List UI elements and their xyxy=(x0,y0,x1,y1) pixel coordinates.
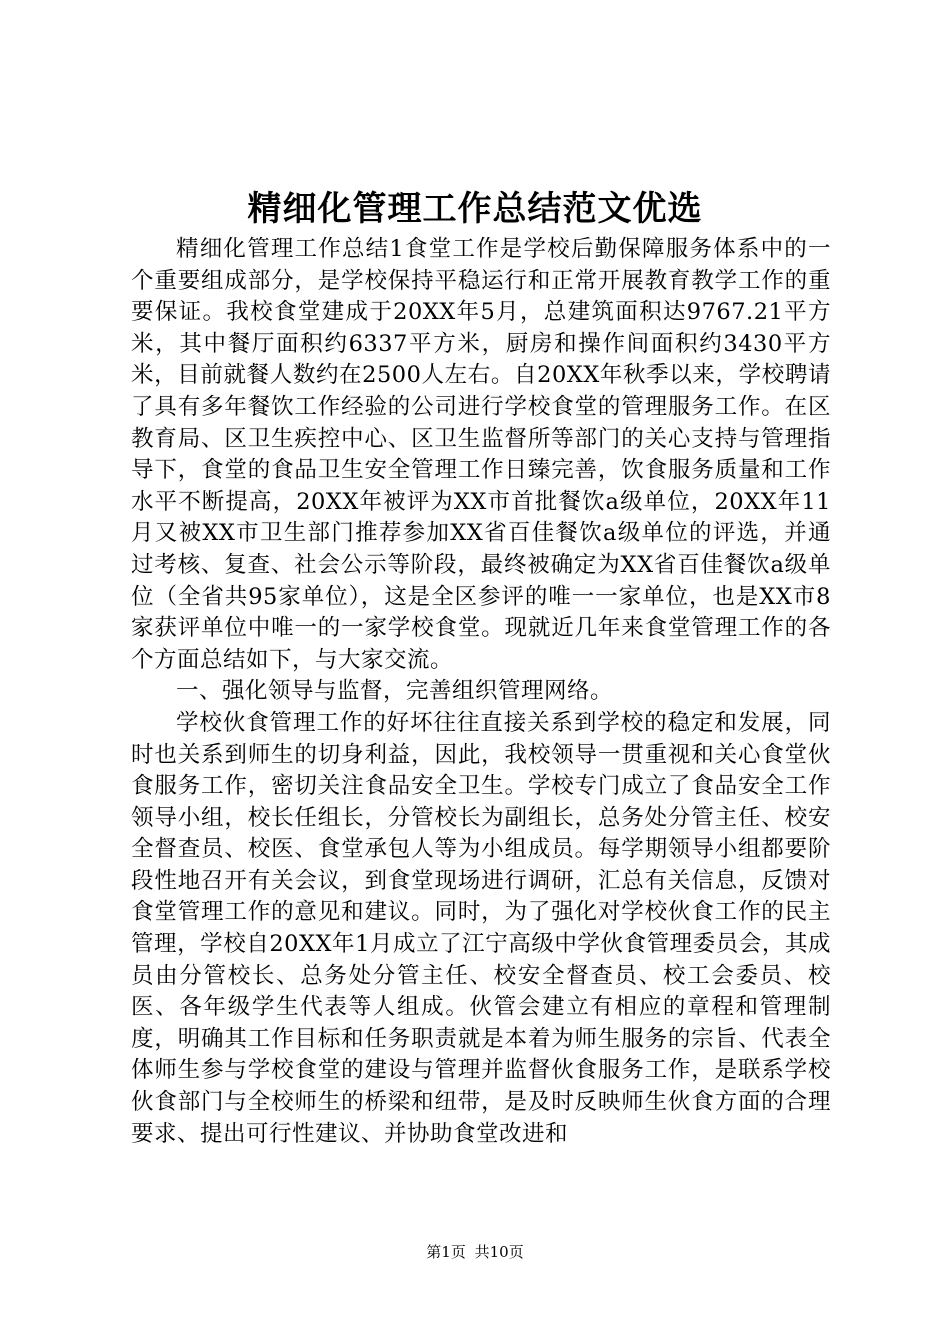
page-total: 共10页 xyxy=(474,1243,524,1261)
paragraph-intro: 精细化管理工作总结1食堂工作是学校后勤保障服务体系中的一个重要组成部分，是学校保持平稳运行和正常开展教育教学工作的重要保证。我校食堂建成于20XX年5月，总建筑面积达9767.21平方米，其中餐厅面积约6337平方米，厨房和操作间面积约3430平方米，目前就餐人数约在2500人左右。自20XX年秋季以来，学校聘请了具有多年餐饮工作经验的公司进行学校食堂的管理服务工作。在区教育局、区卫生疾控中心、区卫生监督所等部门的关心支持与管理指导下，食堂的食品卫生安全管理工作日臻完善，饮食服务质量和工作水平不断提高，20XX年被评为XX市首批餐饮a级单位，20XX年11月又被XX市卫生部门推荐参加XX省百佳餐饮a级单位的评选，并通过考核、复查、社会公示等阶段，最终被确定为XX省百佳餐饮a级单位（全省共95家单位），这是全区参评的唯一一家单位，也是XX市8家获评单位中唯一的一家学校食堂。现就近几年来食堂管理工作的各个方面总结如下，与大家交流。 xyxy=(131,236,831,673)
paragraph-section-1: 学校伙食管理工作的好坏往往直接关系到学校的稳定和发展，同时也关系到师生的切身利益，因此，我校领导一贯重视和关心食堂伙食服务工作，密切关注食品安全卫生。学校专门成立了食品安全工作领导小组，校长任组长，分管校长为副组长，总务处分管主任、校安全督查员、校医、食堂承包人等为小组成员。每学期领导小组都要阶段性地召开有关会议，到食堂现场进行调研，汇总有关信息，反馈对食堂管理工作的意见和建议。同时，为了强化对学校伙食工作的民主管理，学校自20XX年1月成立了江宁高级中学伙食管理委员会，其成员由分管校长、总务处分管主任、校安全督查员、校工会委员、校医、各年级学生代表等人组成。伙管会建立有相应的章程和管理制度，明确其工作目标和任务职责就是本着为师生服务的宗旨、代表全体师生参与学校食堂的建设与管理并监督伙食服务工作，是联系学校伙食部门与全校师生的桥梁和纽带，是及时反映师生伙食方面的合理要求、提出可行性建议、并协助食堂改进和 xyxy=(131,709,831,1147)
document-body xyxy=(131,234,831,1150)
section-heading-1: 一、强化领导与监督，完善组织管理网络。 xyxy=(176,678,614,705)
page-footer xyxy=(0,1242,950,1262)
document-title: 精细化管理工作总结范文优选 xyxy=(247,189,703,229)
page-number: 第1页 xyxy=(426,1243,466,1261)
